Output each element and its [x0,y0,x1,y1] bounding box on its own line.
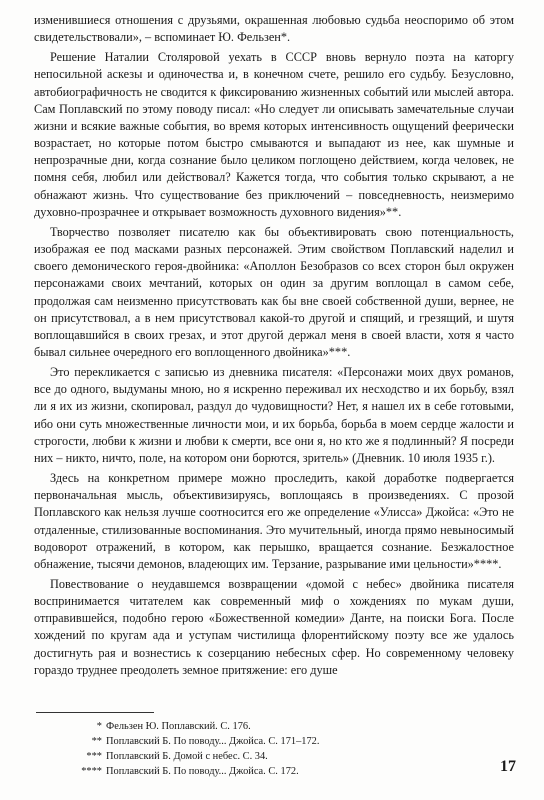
footnote-mark: * [96,721,102,732]
footnote-divider [36,712,154,713]
footnotes [36,719,476,779]
footnote-text: Поплавский Б. По поводу... Джойса. С. 172. [106,766,299,777]
footnote-text: Фельзен Ю. Поплавский. С. 176. [106,721,251,732]
paragraph-4: Это перекликается с записью из дневника писателя: «Персонажи моих двух романов, все до одного, выдуманы мною, но я искренно переживал их несходство и их борьбу, взял ли я их из жизни, скопировал, раздул до чудовищности? Нет, я нашел их в себе готовыми, ибо они суть множественные личности мои, и их борьба, борьба в моем сердце жалости и строгости, любви к жизни и любви к смерти, все они я, но кто же я подлинный? Я посреди них – никто, ничто, поле, на котором они борются, зритель» (Дневник. 10 июля 1935 г.). [34,365,514,465]
footnote-text: Поплавский Б. По поводу... Джойса. С. 171–172. [106,736,320,747]
footnote-3 [36,749,476,764]
footnote-mark: **** [81,766,102,777]
footnote-1 [36,719,476,734]
paragraph-3: Творчество позволяет писателю как бы объективировать свою потенциальность, изображая ее под масками разных персонажей. Этим свойством Поплавский наделил и своего демонического героя-двойника: «Аполлон Безобразов со всех сторон был окружен персонажами своих мечтаний, которых он один за другим воплощал в самом себе, продолжая сам неизменно присутствовать как бы вне своей собственной души, вернее, не он присутствовал, а в нем присутствовал какой-то другой и спящий, и грезящий, и шутя воплощавшийся в своих грезах, и этот другой держал меня в своей власти, хотя я часто бывал сильнее очередного его воплощенного двойника»***. [34,224,514,359]
paragraph-2: Решение Наталии Столяровой уехать в СССР вновь вернуло поэта на каторгу непосильной аскезы и одиночества и, в конечном счете, решило его судьбу. Безусловно, автобиографичность не сводится к фиксированию жизненных событий или мыслей автора. Сам Поплавский по этому поводу писал: «Но следует ли описывать замечательные случаи жизни и всякие важные события, во время которых интенсивность ощущений феерически возрастает, но которые потом быстро смываются и выпадают из нее, как шумные и непрозрачные дни, когда сознание было целиком поглощено действием, когда человек, не помня себя, любил или действовал? Кажется тогда, что события только скрывают, а не обнажают жизнь. Что существование без приключений – повседневность, неизмеримо духовно-прозрачнее и открывает возможность духовного видения»**. [34,50,514,219]
paragraph-1: изменившиеся отношения с друзьями, окрашенная любовью судьба неоспоримо об этом свидетельствовали», – вспоминает Ю. Фельзен*. [34,13,514,45]
footnote-2 [36,734,476,749]
main-text [34,12,514,682]
page-number: 17 [500,758,516,775]
paragraph-6: Повествование о неудавшемся возвращении «домой с небес» двойника писателя воспринимается читателем как современный миф о хождениях по мукам души, отправившейся, подобно герою «Божественной комедии» Данте, на поиски Бога. После хождений по кругам ада и уступам чистилища флорентийскому поэту все же удалось достигнуть рая и вознестись к созерцанию небесных сфер. Но современному человеку гораздо труднее преодолеть земное притяжение: его душе [34,577,514,677]
footnote-mark: *** [86,751,102,762]
footnote-text: Поплавский Б. Домой с небес. С. 34. [106,751,268,762]
paragraph-5: Здесь на конкретном примере можно проследить, какой доработке подвергается первоначальная мысль, объективизируясь, воплощаясь в произведениях. С прозой Поплавского как нельзя лучше соотносится его же определение «Улисса» Джойса: «Это не отдаленные, стилизованные воспоминания. Это мучительный, иногда прямо невыносимый водоворот отражений, в котором, как перышко, вращается сознание. Безжалостное обнажение, тысячи демонов, владеющих им. Терзание, разрывание ими цельности»****. [34,471,514,571]
footnote-mark: ** [91,736,102,747]
footnote-4 [36,764,476,779]
